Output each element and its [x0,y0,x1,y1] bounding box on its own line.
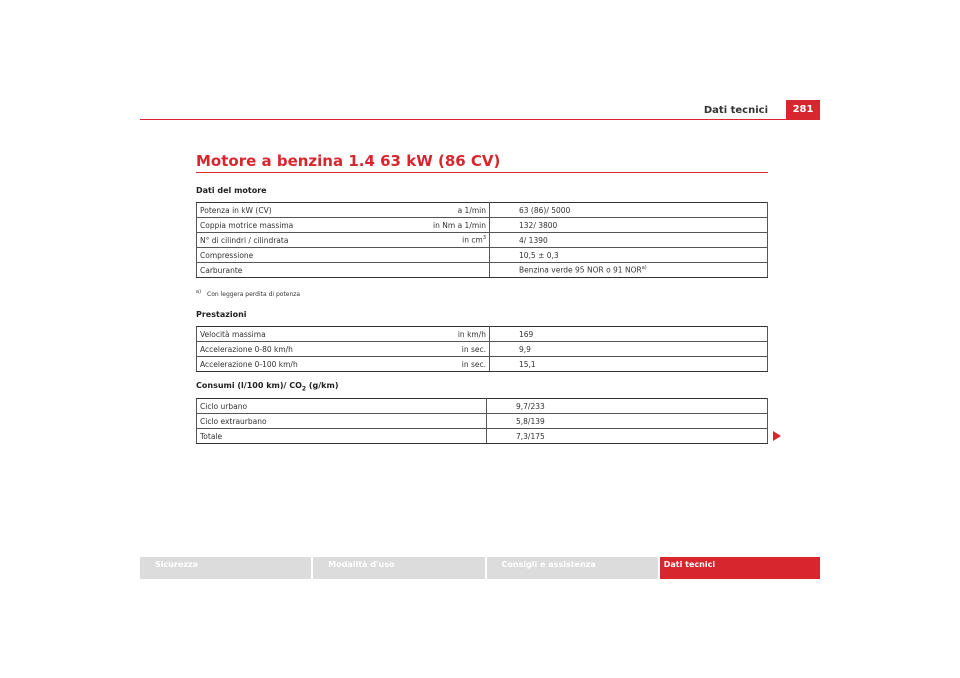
continue-arrow-icon [773,431,781,441]
chapter-title: Dati tecnici [703,105,768,116]
table-row [197,203,768,218]
row-label: Accelerazione 0-80 km/h [197,342,404,357]
footnote [196,289,300,298]
row-value [490,263,768,278]
table-row [197,233,768,248]
performance-table [196,326,768,372]
consumption-heading-main: Consumi (l/100 km)/ CO [196,381,302,390]
row-unit: in km/h [403,327,490,342]
unit-superscript: 3 [482,235,486,242]
page-number: 281 [786,100,820,119]
table-row [197,218,768,233]
consumption-heading [196,381,338,393]
row-value: 15,1 [490,357,768,372]
footnote-ref: a) [641,265,647,272]
row-value: 4/ 1390 [490,233,768,248]
table-row [197,414,768,429]
title-rule [196,172,768,173]
table-row [197,248,768,263]
row-unit: in Nm a 1/min [403,218,490,233]
row-label: Coppia motrice massima [197,218,404,233]
row-label: Ciclo extraurbano [197,414,487,429]
table-row [197,399,768,414]
section-title: Motore a benzina 1.4 63 kW (86 CV) [196,152,501,170]
footnote-text: Con leggera perdita di potenza [207,291,301,298]
row-label: Carburante [197,263,404,278]
row-unit: in sec. [403,357,490,372]
footnote-marker: a) [196,289,202,295]
row-label: Compressione [197,248,404,263]
header-rule [140,119,820,120]
row-label: Potenza in kW (CV) [197,203,404,218]
row-unit [403,248,490,263]
engine-data-heading: Dati del motore [196,186,267,195]
row-value: 9,7/233 [487,399,768,414]
row-unit [403,263,490,278]
engine-data-table [196,202,768,278]
consumption-heading-unit: (g/km) [306,381,339,390]
row-value: 132/ 3800 [490,218,768,233]
performance-heading: Prestazioni [196,310,247,319]
row-unit: in sec. [403,342,490,357]
row-label: Ciclo urbano [197,399,487,414]
row-label: Accelerazione 0-100 km/h [197,357,404,372]
row-unit: a 1/min [403,203,490,218]
table-row [197,342,768,357]
co2-subscript: 2 [301,385,307,393]
row-value: 9,9 [490,342,768,357]
table-row [197,327,768,342]
footer-tab-consigli-assistenza[interactable]: Consigli e assistenza [487,557,658,579]
footer-tab-dati-tecnici[interactable]: Dati tecnici [660,557,820,579]
row-value: 10,5 ± 0,3 [490,248,768,263]
table-row [197,357,768,372]
row-label: Totale [197,429,487,444]
footer-tab-modalita-uso[interactable]: Modalità d'uso [313,557,484,579]
consumption-table [196,398,768,444]
unit-text: in cm [462,235,483,245]
value-text: Benzina verde 95 NOR o 91 NOR [519,265,642,275]
row-value: 169 [490,327,768,342]
row-label: Velocità massima [197,327,404,342]
row-label: N° di cilindri / cilindrata [197,233,404,248]
row-value: 7,3/175 [487,429,768,444]
table-row [197,263,768,278]
row-value: 5,8/139 [487,414,768,429]
row-value: 63 (86)/ 5000 [490,203,768,218]
table-row [197,429,768,444]
row-unit [403,233,490,248]
footer-nav [140,557,820,579]
footer-tab-sicurezza[interactable]: Sicurezza [140,557,311,579]
